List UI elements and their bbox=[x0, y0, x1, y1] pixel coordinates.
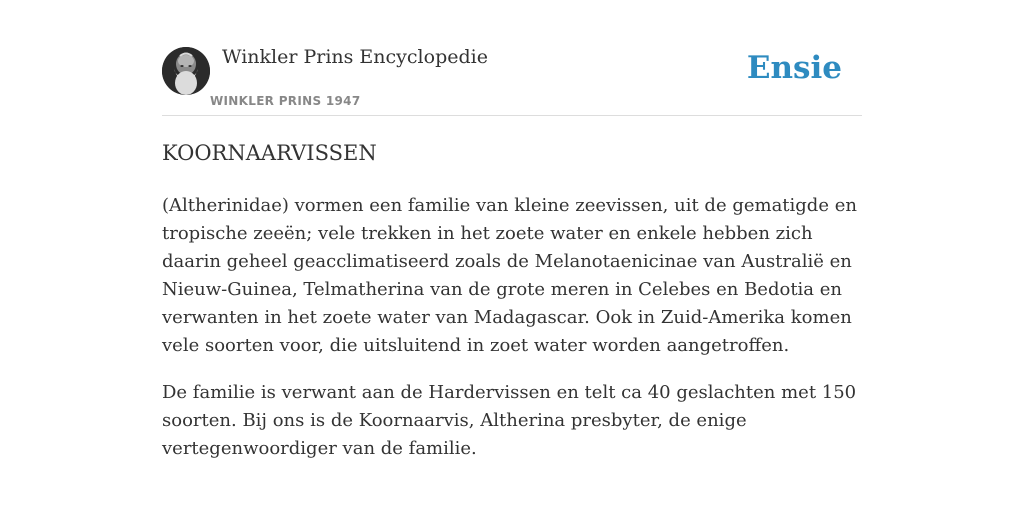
avatar[interactable] bbox=[162, 47, 210, 95]
ensie-logo-link[interactable]: Ensie bbox=[746, 50, 842, 86]
page-title: KOORNAARVISSEN bbox=[162, 141, 377, 165]
article-paragraph: (Altherinidae) vormen een familie van kleine zeevissen, uit de gematigde en tropische zeeën; vele trekken in het zoete water en enkele hebben zich daarin geheel geacclimatiseerd zoals de Melanotaenicinae van Australië en Nieuw-Guinea, Telmatherina van de grote meren in Celebes en Bedotia en verwanten in het zoete water van Madagascar. Ook in Zuid-Amerika komen vele soorten voor, die uitsluitend in zoet water worden aangetroffen. bbox=[162, 195, 857, 356]
source-subtitle: WINKLER PRINS 1947 bbox=[210, 94, 361, 108]
bearded-man-portrait-icon bbox=[162, 47, 210, 95]
source-title-link[interactable]: Winkler Prins Encyclopedie bbox=[222, 46, 488, 68]
article-paragraph: De familie is verwant aan de Hardervissen en telt ca 40 geslachten met 150 soorten. Bij ons is de Koornaarvis, Altherina presbyter, de enige vertegenwoordiger van de familie. bbox=[162, 382, 857, 459]
article-body bbox=[162, 192, 862, 482]
source-header bbox=[162, 44, 862, 116]
